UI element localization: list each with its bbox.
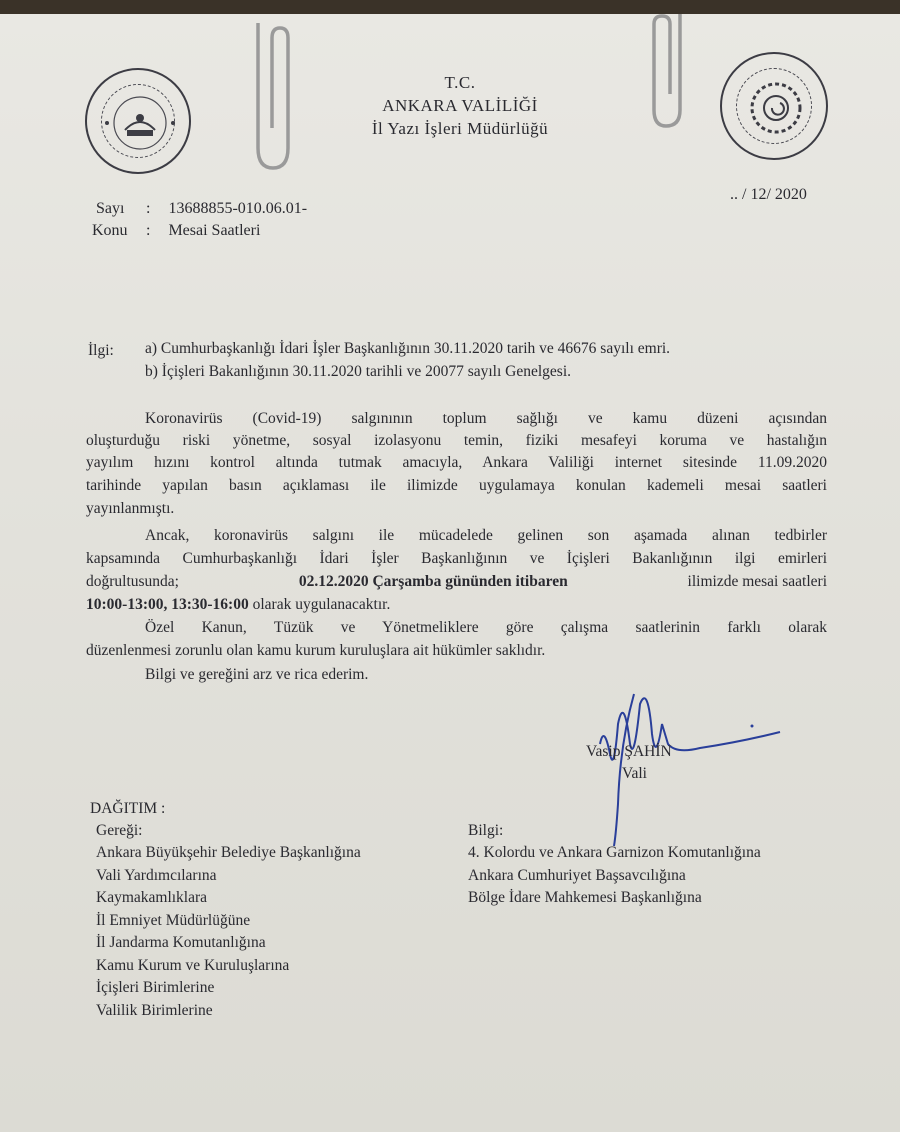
p2-line3-pre: doğrultusunda;	[86, 573, 179, 590]
p2-line3-bold: 02.12.2020 Çarşamba gününden itibaren	[298, 573, 568, 590]
paragraph-2-line-1: Ancak, koronavirüs salgını ile mücadelede gelinen son aşamada alınan tedbirler	[145, 527, 827, 544]
right-seal-icon	[720, 52, 828, 160]
distribution-title: DAĞITIM :	[90, 800, 166, 817]
ilgi-a: a) Cumhurbaşkanlığı İdari İşler Başkanlığının 30.11.2020 tarih ve 46676 sayılı emri.	[145, 340, 671, 357]
gere-item: Valilik Birimlerine	[96, 1001, 213, 1019]
ilgi-label: İlgi:	[88, 342, 114, 359]
left-seal-icon	[85, 68, 191, 174]
paperclip-icon	[642, 10, 698, 134]
gere-item: İçişleri Birimlerine	[96, 979, 215, 996]
document-date: .. / 12/ 2020	[730, 186, 807, 203]
header-department: İl Yazı İşleri Müdürlüğü	[371, 119, 549, 138]
bilgi-list	[468, 842, 761, 910]
bilgi-item: Ankara Cumhuriyet Başsavcılığına	[468, 866, 686, 884]
p2-line4-bold: 10:00-13:00, 13:30-16:00	[86, 596, 249, 613]
gere-item: İl Emniyet Müdürlüğüne	[96, 911, 251, 929]
gere-item: İl Jandarma Komutanlığına	[96, 934, 266, 951]
bilgi-item: Bölge İdare Mahkemesi Başkanlığına	[468, 889, 702, 906]
sayi-row: Sayı : 13688855-010.06.01-	[96, 200, 308, 217]
gere-list	[96, 842, 361, 1022]
sayi-value: 13688855-010.06.01-	[168, 200, 308, 217]
gere-item: Kaymakamlıklara	[96, 889, 208, 906]
document-page	[0, 14, 900, 1132]
paragraph-1-line-1: Koronavirüs (Covid-19) salgınının toplum sağlığı ve kamu düzeni açısından	[145, 410, 827, 427]
paragraph-1-line-5: yayınlanmıştı.	[86, 500, 175, 517]
konu-value: Mesai Saatleri	[168, 222, 261, 239]
gere-label: Gereği:	[96, 822, 143, 839]
gere-item: Vali Yardımcılarına	[96, 866, 217, 884]
paragraph-1-line-2: oluşturduğu riski yönetme, sosyal izolasyonu temin, fiziki mesafeyi koruma ve hastalığın	[86, 432, 827, 449]
gere-item: Kamu Kurum ve Kuruluşlarına	[96, 956, 290, 974]
konu-row: Konu : Mesai Saatleri	[92, 222, 261, 239]
signature-scribble	[590, 684, 790, 854]
paragraph-1-line-3: yayılım hızını kontrol altında tutmak amacıyla, Ankara Valiliği internet sitesinde 11.09.2020	[86, 454, 827, 471]
paragraph-2-line-2: kapsamında Cumhurbaşkanlığı İdari İşler Başkanlığının ve İçişleri Bakanlığının ilgi emirleri	[86, 550, 827, 567]
paragraph-3-line-1: Özel Kanun, Tüzük ve Yönetmeliklere göre çalışma saatlerinin farklı olarak	[145, 619, 827, 636]
paperclip-icon	[238, 18, 298, 178]
bilgi-label: Bilgi:	[468, 822, 504, 839]
konu-label: Konu	[92, 222, 128, 239]
paragraph-4: Bilgi ve gereğini arz ve rica ederim.	[145, 666, 369, 683]
signer-name: Vasip ŞAHİN	[586, 743, 672, 760]
paragraph-2-line-4	[86, 594, 390, 616]
signer-title: Vali	[622, 765, 647, 782]
header-country: T.C.	[444, 73, 476, 92]
header-office: ANKARA VALİLİĞİ	[382, 96, 538, 115]
paragraph-2-line-3	[86, 571, 827, 593]
ilgi-b: b) İçişleri Bakanlığının 30.11.2020 tarihli ve 20077 sayılı Genelgesi.	[145, 363, 572, 380]
bilgi-item: 4. Kolordu ve Ankara Garnizon Komutanlığına	[468, 844, 761, 861]
gere-item: Ankara Büyükşehir Belediye Başkanlığına	[96, 844, 361, 861]
sayi-label: Sayı	[96, 200, 125, 217]
p2-line4-post: olarak uygulanacaktır.	[252, 596, 391, 613]
paragraph-3-line-2: düzenlenmesi zorunlu olan kamu kurum kuruluşlara ait hükümler saklıdır.	[86, 642, 546, 659]
p2-line3-post: ilimizde mesai saatleri	[687, 573, 827, 590]
paragraph-1-line-4: tarihinde yapılan basın açıklaması ile ilimizde uygulamaya konulan kademeli mesai saatleri	[86, 477, 827, 494]
